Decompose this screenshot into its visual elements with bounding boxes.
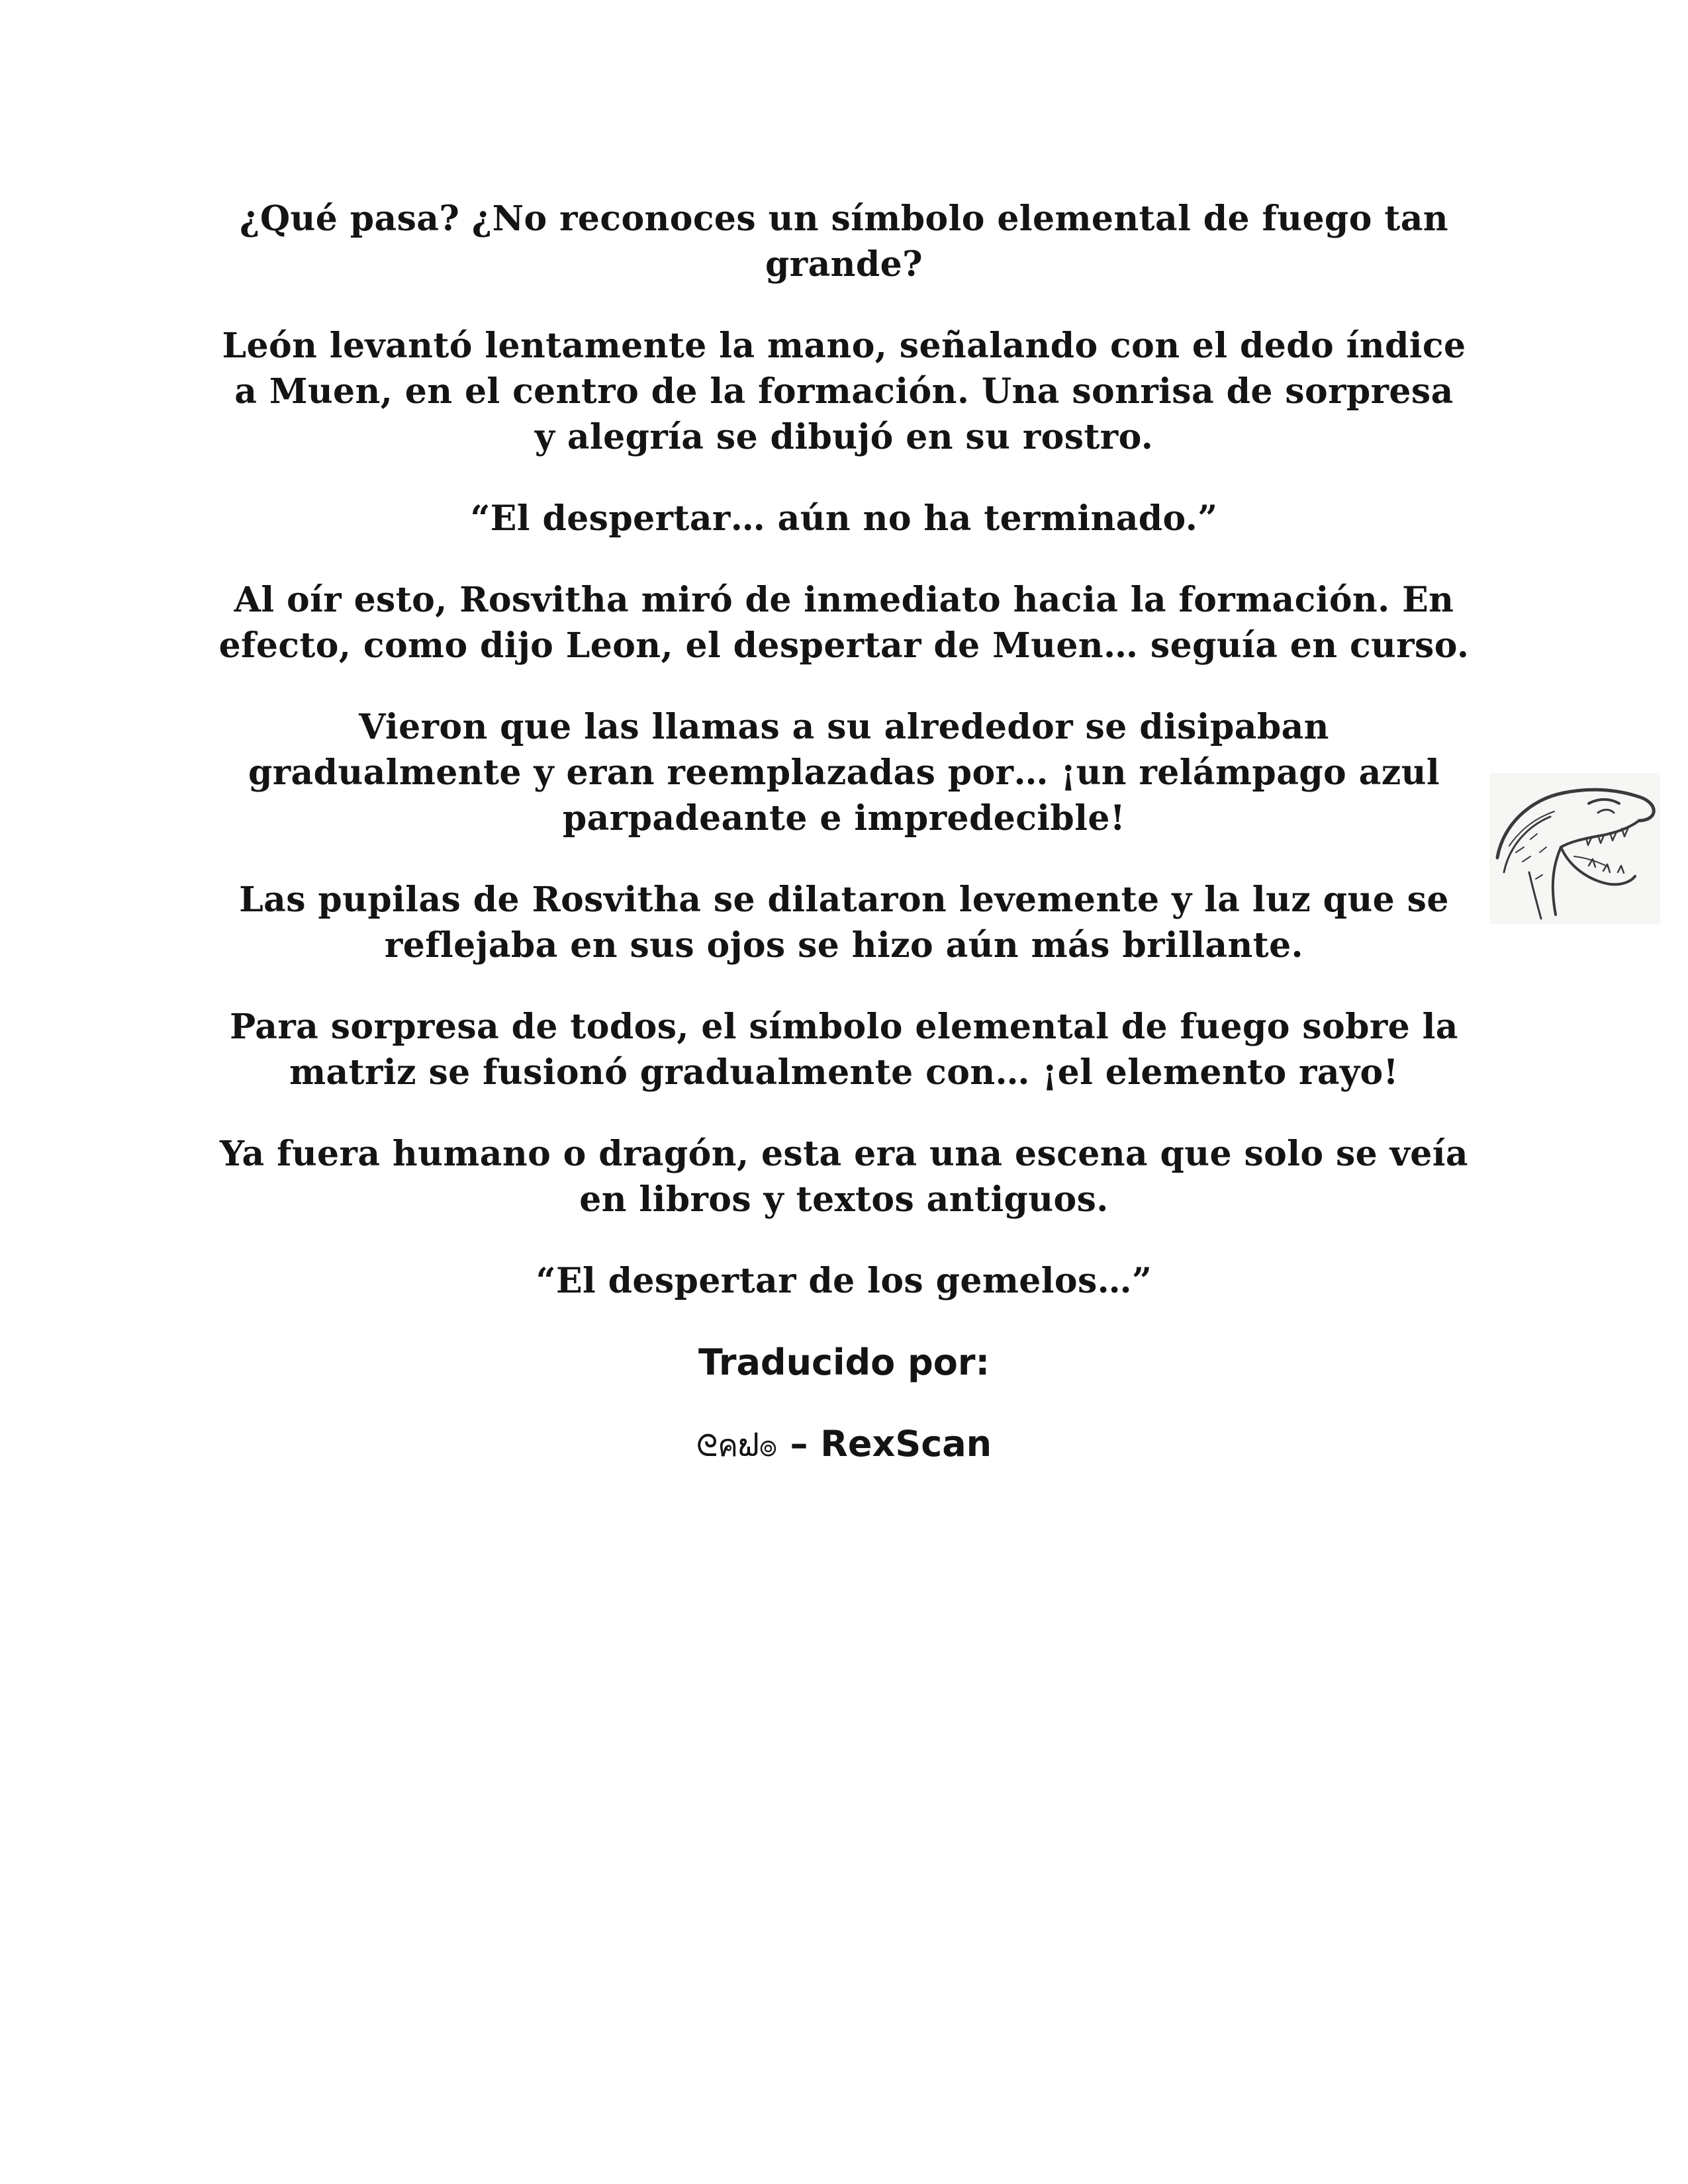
paragraph-1: ¿Qué pasa? ¿No reconoces un símbolo elemental de fuego tan grande?: [239, 199, 1448, 285]
paragraph-2: León levantó lentamente la mano, señalando con el dedo índice a Muen, en el centro de la formación. Una sonrisa de sorpresa y alegría se dibujó en su rostro.: [222, 326, 1466, 457]
document-body: [218, 196, 1470, 1469]
paragraph-8: Ya fuera humano o dragón, esta era una escena que solo se veía en libros y textos antiguos.: [220, 1134, 1468, 1220]
group-name: RexScan: [820, 1423, 992, 1465]
credits-separator: –: [777, 1423, 821, 1465]
translator-name: ᘓคຟ๏: [696, 1428, 778, 1463]
paragraph-7: Para sorpresa de todos, el símbolo elemental de fuego sobre la matriz se fusionó gradualmente con… ¡el elemento rayo!: [230, 1007, 1458, 1093]
credits-heading: Traducido por:: [698, 1342, 990, 1383]
paragraph-9: “El despertar de los gemelos…”: [536, 1261, 1152, 1301]
paragraph-3: “El despertar… aún no ha terminado.”: [470, 498, 1218, 539]
dinosaur-head-icon: [1489, 773, 1660, 924]
paragraph-6: Las pupilas de Rosvitha se dilataron levemente y la luz que se reflejaba en sus ojos se hizo aún más brillante.: [239, 880, 1449, 966]
paragraph-4: Al oír esto, Rosvitha miró de inmediato hacia la formación. En efecto, como dijo Leon, el despertar de Muen… seguía en curso.: [218, 580, 1470, 666]
paragraph-5: Vieron que las llamas a su alrededor se disipaban gradualmente y eran reemplazadas por… ¡un relámpago azul parpadeante e impredecible!: [248, 707, 1440, 839]
credits-line: [218, 1421, 1470, 1469]
